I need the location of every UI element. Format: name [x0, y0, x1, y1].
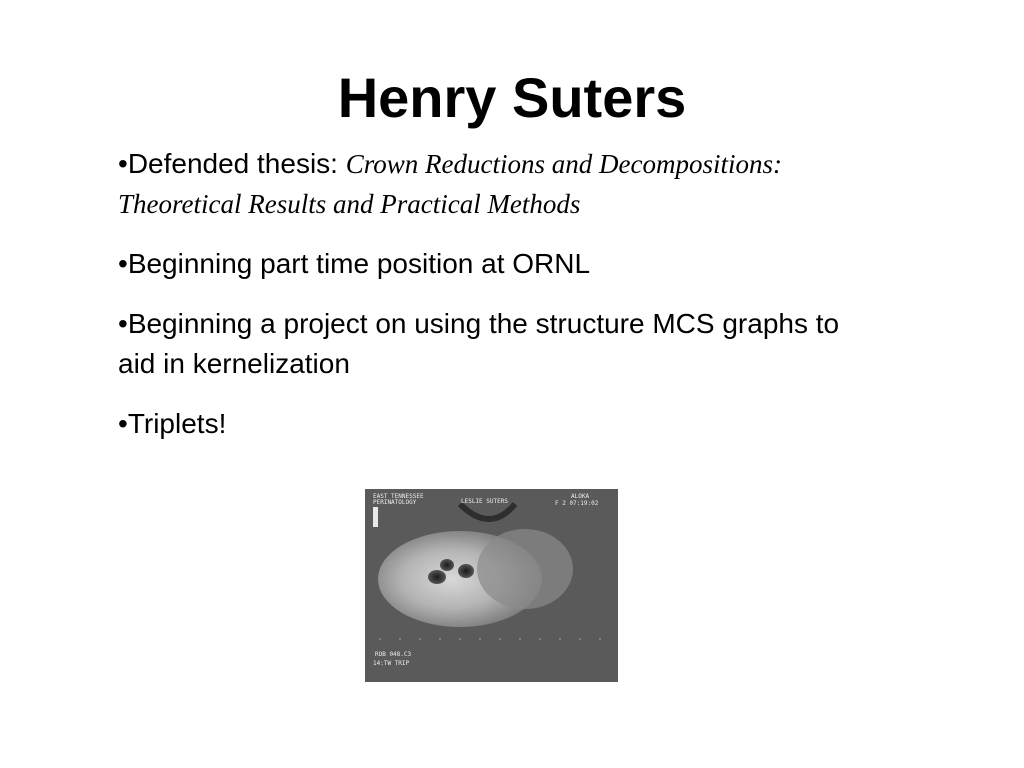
- scan-time: F 2 07:19:02: [555, 500, 599, 507]
- clinic-line-1: EAST TENNESSEE: [373, 493, 424, 500]
- bullet-thesis: [118, 144, 878, 224]
- gestational-sac-3: [458, 564, 474, 578]
- patient-name: LESLIE SUTERS: [461, 498, 508, 505]
- thesis-title: Crown Reductions and Decompositions: Theoretical Results and Practical Methods: [118, 149, 782, 219]
- ultrasound-image: [365, 489, 618, 682]
- bullet-text: Defended thesis:: [127, 148, 346, 179]
- machine-label: ALOKA: [571, 493, 590, 500]
- gestational-sac-1: [428, 570, 446, 584]
- bullet-text: Beginning a project on using the structure MCS graphs to aid in kernelization: [118, 308, 840, 379]
- tissue-shape: [477, 529, 573, 609]
- bullet-text: Triplets!: [127, 408, 227, 439]
- ultrasound-scan: [365, 489, 618, 682]
- bullet-marker: •: [118, 408, 128, 439]
- bullet-project: [118, 304, 878, 384]
- scan-note: 14:TW TRIP: [373, 660, 410, 667]
- bullet-marker: •: [118, 248, 128, 279]
- bullet-list: [118, 144, 878, 464]
- slide-title: Henry Suters: [337, 66, 687, 129]
- bullet-ornl: [118, 244, 878, 284]
- bullet-marker: •: [118, 308, 128, 339]
- grayscale-bar: [373, 507, 378, 527]
- gestational-sac-2: [440, 559, 454, 571]
- bullet-marker: •: [118, 148, 128, 179]
- clinic-line-2: PERINATOLOGY: [373, 499, 417, 506]
- bullet-text: Beginning part time position at ORNL: [127, 248, 591, 279]
- bullet-triplets: [118, 404, 878, 444]
- scan-code: ROB 048.C3: [375, 651, 412, 658]
